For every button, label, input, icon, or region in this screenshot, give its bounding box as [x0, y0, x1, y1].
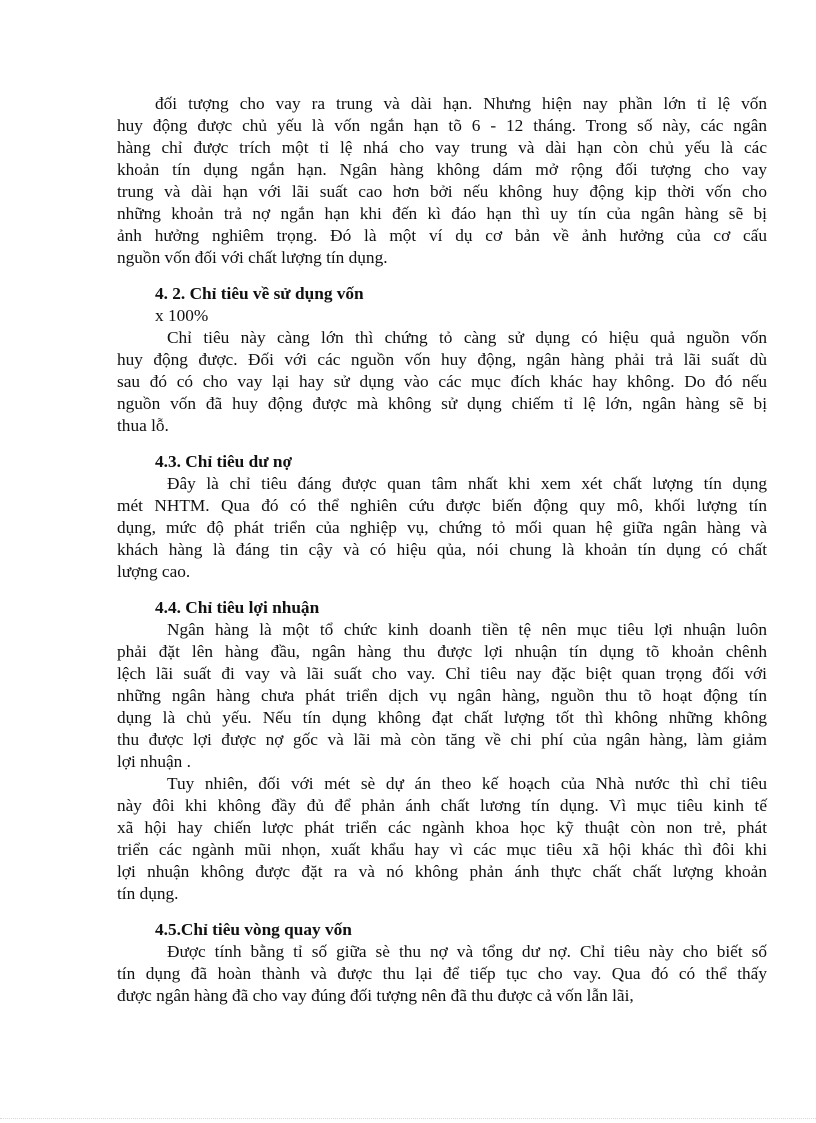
text-line: dụng, mức độ phát triển của nghiệp vụ, chứng tỏ mối quan hệ giữa ngân hàng và — [117, 518, 767, 537]
text-line: thua lỗ. — [117, 416, 169, 435]
text-line: những khoản trả nợ ngắn hạn khi đến kì đáo hạn thì uy tín của ngân hàng sẽ bị — [117, 204, 767, 223]
formula-fragment: x 100% — [155, 306, 209, 325]
text-line: lợi nhuận . — [117, 752, 191, 771]
section-4-2-paragraph — [117, 327, 767, 437]
text-line: những ngân hàng chưa phát triển dịch vụ ngân hàng, nguồn thu tõ hoạt động tín — [117, 686, 767, 705]
text-line: trung và dài hạn với lãi suất cao hơn bởi nếu không huy động kịp thời vốn cho — [117, 182, 767, 201]
text-line: Tuy nhiên, đối với mét sè dự án theo kế hoạch của Nhà nước thì chỉ tiêu — [167, 774, 767, 793]
section-4-5-paragraph — [117, 941, 767, 1007]
text-line: nguồn vốn đã huy động được mà không sử dụng chiếm tỉ lệ lớn, ngân hàng sẽ bị — [117, 394, 767, 413]
paragraph-continuation — [117, 93, 767, 269]
text-line: lệch lãi suất đi vay và lãi suất cho vay. Chỉ tiêu nay đặc biệt quan trọng đối với — [117, 664, 767, 683]
text-line: tín dụng đã hoàn thành và được thu lại để tiếp tục cho vay. Qua đó có thể thấy — [117, 964, 767, 983]
text-line: tín dụng. — [117, 884, 179, 903]
section-4-4-paragraph-1 — [117, 619, 767, 773]
text-line: huy động được. Đối với các nguồn vốn huy động, ngân hàng phải trả lãi suất dù — [117, 350, 767, 369]
text-line: Đây là chỉ tiêu đáng được quan tâm nhất khi xem xét chất lượng tín dụng — [167, 474, 767, 493]
text-line: hàng chỉ được trích một tỉ lệ nhá cho vay trung và dài hạn còn chủ yếu là các — [117, 138, 767, 157]
text-line: mét NHTM. Qua đó có thể nghiên cứu được biến động quy mô, khối lượng tín — [117, 496, 767, 515]
section-heading-4-2: 4. 2. Chỉ tiêu về sử dụng vốn — [155, 284, 364, 303]
text-line: sau đó có cho vay lại hay sử dụng vào các mục đích khác hay không. Do đó nếu — [117, 372, 767, 391]
text-line: lợi nhuận không được đặt ra và nó không phản ánh thực chất chất lượng khoản — [117, 862, 767, 881]
text-line: huy động được chủ yếu là vốn ngắn hạn tõ 6 - 12 tháng. Trong số này, các ngân — [117, 116, 767, 135]
section-4-4-paragraph-2 — [117, 773, 767, 905]
section-heading-4-5: 4.5.Chỉ tiêu vòng quay vốn — [155, 920, 352, 939]
text-line: khoản tín dụng ngắn hạn. Ngân hàng không dám mở rộng đối tượng cho vay — [117, 160, 767, 179]
text-line: đối tượng cho vay ra trung và dài hạn. Nhưng hiện nay phần lớn tỉ lệ vốn — [155, 94, 767, 113]
text-line: lượng cao. — [117, 562, 191, 581]
text-line: khách hàng là đáng tin cậy và có hiệu qủa, nói chung là khoản tín dụng có chất — [117, 540, 767, 559]
document-body — [117, 93, 767, 1007]
page-bottom-divider — [0, 1118, 816, 1119]
text-line: ảnh hưởng nghiêm trọng. Đó là một ví dụ cơ bản về ảnh hưởng của cơ cấu — [117, 226, 767, 245]
text-line: phải đặt lên hàng đầu, ngân hàng thu được lợi nhuận tín dụng tõ khoản chênh — [117, 642, 767, 661]
text-line: Ngân hàng là một tổ chức kinh doanh tiền tệ nên mục tiêu lợi nhuận luôn — [167, 620, 767, 639]
section-heading-4-3: 4.3. Chỉ tiêu dư nợ — [155, 452, 293, 471]
section-4-3-paragraph — [117, 473, 767, 583]
text-line: này đôi khi không đầy đủ để phản ánh chất lương tín dụng. Vì mục tiêu kinh tế — [117, 796, 767, 815]
text-line: Được tính bằng tỉ số giữa sè thu nợ và tổng dư nợ. Chỉ tiêu này cho biết số — [167, 942, 767, 961]
text-line: triển các ngành mũi nhọn, xuất khẩu hay vì các mục tiêu xã hội khác thì đôi khi — [117, 840, 767, 859]
section-heading-4-4: 4.4. Chỉ tiêu lợi nhuận — [155, 598, 320, 617]
text-line: nguồn vốn đối với chất lượng tín dụng. — [117, 248, 388, 267]
text-line: Chỉ tiêu này càng lớn thì chứng tỏ càng sử dụng có hiệu quả nguồn vốn — [167, 328, 767, 347]
text-line: thu được lợi được nợ gốc và lãi mà còn tăng về chi phí của ngân hàng, làm giảm — [117, 730, 767, 749]
text-line: được ngân hàng đã cho vay đúng đối tượng nên đã thu được cả vốn lẫn lãi, — [117, 986, 634, 1005]
text-line: dụng là chủ yếu. Nếu tín dụng không đạt chất lượng tốt thì không những không — [117, 708, 767, 727]
text-line: xã hội hay chiến lược phát triển các ngành khoa học kỹ thuật còn non trẻ, phát — [117, 818, 767, 837]
